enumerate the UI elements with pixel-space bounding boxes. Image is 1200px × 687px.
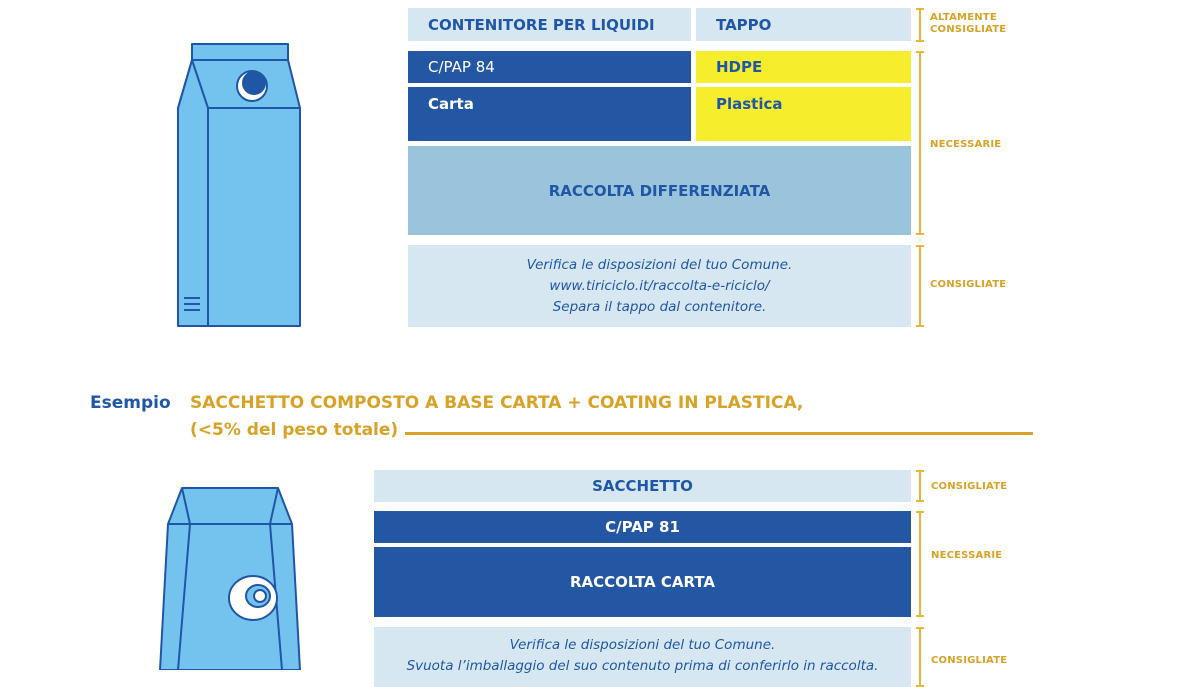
code-bag: C/PAP 81 (374, 511, 911, 543)
label-recommended: CONSIGLIATE (930, 279, 1007, 290)
code-carton: C/PAP 84 (408, 51, 691, 83)
bracket-necessary (919, 51, 921, 235)
material-carton: Carta (408, 87, 691, 141)
note-link: www.tiriciclo.it/raccolta-e-riciclo/ (549, 278, 770, 294)
example-title-line1: SACCHETTO COMPOSTO A BASE CARTA + COATING IN PLASTICA, (190, 393, 804, 413)
bracket-recommended-top (919, 470, 921, 502)
label-recommended-bottom: CONSIGLIATE (931, 655, 1008, 666)
label-necessary: NECESSARIE (930, 139, 1002, 150)
bracket-necessary-2 (919, 511, 921, 617)
example-title-line2: (<5% del peso totale) (190, 420, 399, 440)
collection-paper: RACCOLTA CARTA (374, 547, 911, 617)
material-cap: Plastica (696, 87, 911, 141)
label-line: CONSIGLIATE (930, 24, 1007, 35)
example-prefix: Esempio (90, 393, 171, 413)
bracket-highly (919, 8, 921, 42)
note-line: Separa il tappo dal contenitore. (552, 299, 767, 315)
note-box-2 (374, 627, 911, 687)
header-bag: SACCHETTO (374, 470, 911, 502)
label-highly-recommended (930, 12, 1006, 36)
note-line: Verifica le disposizioni del tuo Comune. (526, 257, 793, 273)
liquid-carton-icon (170, 40, 305, 330)
bracket-recommended (919, 245, 921, 327)
collection-differentiated: RACCOLTA DIFFERENZIATA (408, 146, 911, 235)
title-underline (405, 432, 1033, 435)
header-liquid-container: CONTENITORE PER LIQUIDI (408, 8, 691, 41)
note-box-1 (408, 245, 911, 327)
note-line: Svuota l’imballaggio del suo contenuto prima di conferirlo in raccolta. (406, 658, 879, 674)
header-cap: TAPPO (696, 8, 911, 41)
code-cap: HDPE (696, 51, 911, 83)
label-recommended-top: CONSIGLIATE (931, 481, 1008, 492)
label-line: ALTAMENTE (930, 12, 997, 23)
bracket-recommended-bottom (919, 627, 921, 687)
label-necessary-2: NECESSARIE (931, 550, 1003, 561)
note-line: Verifica le disposizioni del tuo Comune. (509, 637, 776, 653)
paper-bag-icon (150, 482, 310, 670)
